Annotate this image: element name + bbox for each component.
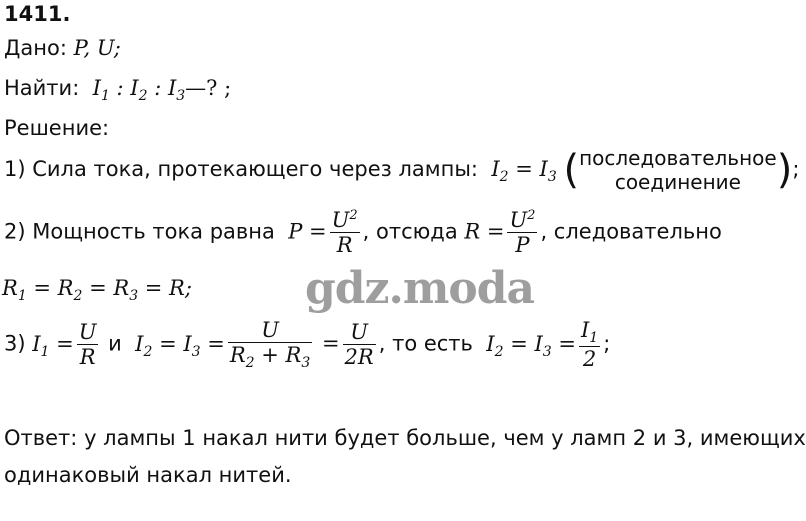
- given-label: Дано:: [4, 36, 67, 60]
- problem-number: [4, 4, 70, 25]
- step1-paren-open: (: [563, 147, 580, 193]
- step3-result: $I_2 = I_3$ =: [479, 331, 576, 360]
- step3-then: , то есть: [378, 331, 473, 356]
- step3-frac-u-r2r3: $\frac{U}{R_2 + R_3}$: [229, 318, 311, 372]
- step3-end: ;: [603, 331, 611, 356]
- step3-and: и: [108, 331, 122, 356]
- answer-label: Ответ:: [4, 426, 78, 450]
- find-ratio: $I_1$ : $I_2$ : $I_3$: [85, 76, 186, 104]
- given-values: P, U;: [73, 36, 121, 60]
- step1-paren-close: ): [776, 147, 793, 193]
- step3-i1: $I_1$ =: [32, 331, 74, 360]
- step1-note: [579, 146, 777, 194]
- step1-note-line2: соединение: [614, 170, 741, 194]
- watermark-logo: gdz.moda: [305, 263, 535, 314]
- step3-line: [4, 318, 610, 371]
- step2-frac-u2-p: $\frac{U^2}{P}$: [509, 208, 536, 258]
- step2-r: R =: [464, 219, 505, 244]
- given-line: [4, 38, 121, 59]
- step1-text: Сила тока, протекающего через лампы:: [32, 157, 478, 181]
- step3-frac-i1-2: $\frac{I_1}{2}$: [580, 318, 599, 372]
- step3-i2i3: $I_2 = I_3$ =: [128, 331, 225, 360]
- step2-frac-u2-r: $\frac{U^2}{R}$: [331, 208, 358, 258]
- answer-line1: [4, 428, 806, 449]
- answer-line2: одинаковый накал нитей.: [4, 463, 292, 487]
- answer-text-line1: у лампы 1 накал нити будет больше, чем у ламп 2 и 3, имеющих: [84, 426, 806, 450]
- find-tail: —? ;: [185, 76, 232, 100]
- problem-number-dot: .: [62, 2, 71, 26]
- step1-note-line1: последовательное: [579, 146, 777, 170]
- step2-number: 2): [4, 219, 26, 244]
- step2-power: P =: [281, 219, 327, 244]
- find-line: [4, 78, 231, 103]
- resistance-line: $R_1 = R_2 = R_3 = R$;: [2, 276, 192, 304]
- step3-frac-u-r: $\frac{U}{R}$: [78, 319, 97, 370]
- step2-line: [4, 208, 722, 257]
- step3-number: 3): [4, 331, 26, 356]
- solution-label: Решение:: [4, 116, 110, 140]
- problem-number-text: 1411: [4, 2, 63, 26]
- step1-number: 1): [4, 157, 26, 181]
- step2-end: , следовательно: [540, 219, 722, 244]
- step2-mid: , отсюда: [362, 219, 458, 244]
- step2-text: Мощность тока равна: [32, 219, 275, 244]
- step3-eq: =: [315, 331, 340, 356]
- step1-end: ;: [792, 157, 800, 181]
- step1-line: [4, 146, 799, 194]
- step1-formula: $I_2 = I_3$: [484, 157, 557, 185]
- find-label: Найти:: [4, 76, 80, 100]
- step3-frac-u-2r: $\frac{U}{2R}$: [344, 319, 374, 370]
